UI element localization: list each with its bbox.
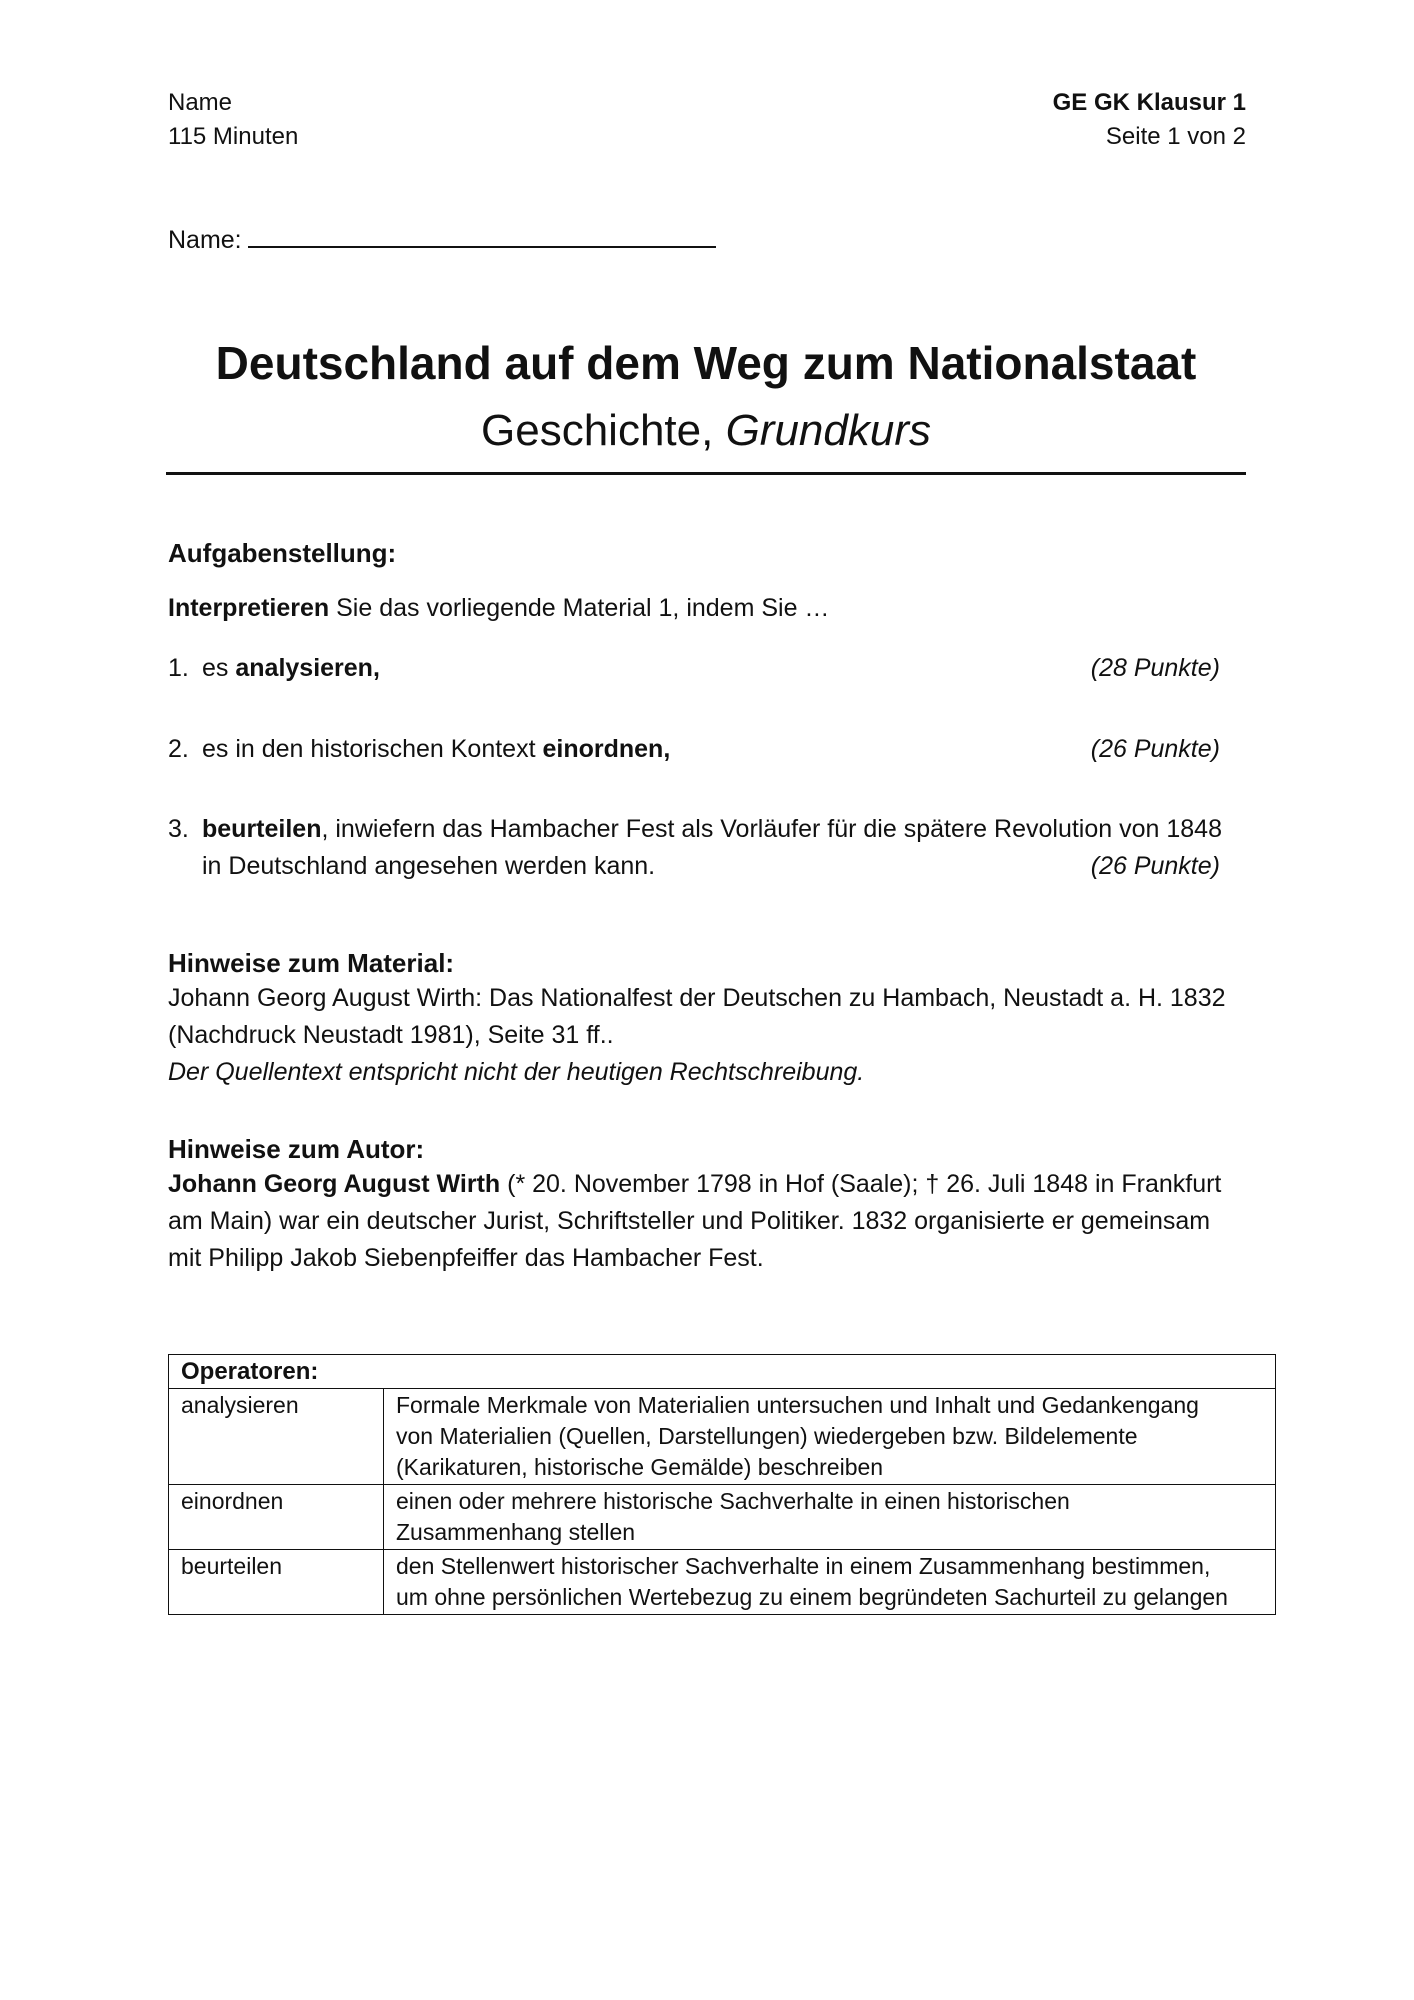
material-source-line1: Johann Georg August Wirth: Das Nationalfest der Deutschen zu Hambach, Neustadt a. H. 1832 xyxy=(168,984,1226,1012)
name-field-label: Name: xyxy=(168,226,242,254)
table-row xyxy=(169,1550,1276,1615)
name-field xyxy=(168,222,716,255)
subtitle-course: Grundkurs xyxy=(725,406,931,455)
material-text xyxy=(168,980,1248,1091)
task-3-points: (26 Punkte) xyxy=(1090,852,1220,880)
operators-header-row xyxy=(169,1355,1276,1389)
author-line3: mit Philipp Jakob Siebenpfeiffer das Hambacher Fest. xyxy=(168,1244,764,1272)
task-1-number: 1. xyxy=(168,654,189,682)
task-2-operator: einordnen, xyxy=(542,735,671,763)
task-1-operator: analysieren, xyxy=(235,654,380,682)
definition-line: den Stellenwert historischer Sachverhalte in einem Zusammenhang bestimmen, xyxy=(396,1553,1211,1579)
task-1 xyxy=(168,650,1240,687)
header-page-number: Seite 1 von 2 xyxy=(1105,123,1246,150)
operator-definition xyxy=(384,1389,1276,1485)
task-3-number: 3. xyxy=(168,815,189,843)
header-left xyxy=(168,86,298,154)
author-line1: (* 20. November 1798 in Hof (Saale); † 26. Juli 1848 in Frankfurt xyxy=(500,1170,1222,1198)
operator-term: beurteilen xyxy=(169,1550,384,1615)
task-2 xyxy=(168,731,1240,768)
header-right xyxy=(1053,86,1246,154)
page-subtitle xyxy=(166,406,1246,456)
name-field-blank-line[interactable] xyxy=(248,222,716,248)
task-3-text-line2: in Deutschland angesehen werden kann. xyxy=(202,852,656,880)
title-divider xyxy=(166,472,1246,475)
material-source-line2: (Nachdruck Neustadt 1981), Seite 31 ff.. xyxy=(168,1021,614,1049)
author-name: Johann Georg August Wirth xyxy=(168,1170,501,1198)
material-spelling-note: Der Quellentext entspricht nicht der heutigen Rechtschreibung. xyxy=(168,1058,865,1086)
assignment-intro xyxy=(168,590,1248,627)
operator-definition xyxy=(384,1550,1276,1615)
operators-table xyxy=(168,1354,1276,1615)
task-3-operator: beurteilen xyxy=(202,815,322,843)
assignment-heading: Aufgabenstellung: xyxy=(168,538,397,568)
header-duration: 115 Minuten xyxy=(168,123,299,150)
operator-definition xyxy=(384,1485,1276,1550)
author-heading: Hinweise zum Autor: xyxy=(168,1134,425,1164)
task-1-text-pre: es xyxy=(202,654,236,682)
operators-heading: Operatoren: xyxy=(169,1355,1276,1389)
assignment-intro-text: Sie das vorliegende Material 1, indem Sie … xyxy=(329,594,830,622)
task-2-text-pre: es in den historischen Kontext xyxy=(202,735,543,763)
definition-line: von Materialien (Quellen, Darstellungen) wiedergeben bzw. Bildelemente xyxy=(396,1423,1138,1449)
header-name-label: Name xyxy=(168,89,233,116)
definition-line: einen oder mehrere historische Sachverhalte in einen historischen xyxy=(396,1488,1070,1514)
header-exam-title: GE GK Klausur 1 xyxy=(1052,89,1246,116)
task-1-points: (28 Punkte) xyxy=(1090,654,1220,682)
definition-line: (Karikaturen, historische Gemälde) beschreiben xyxy=(396,1454,884,1480)
definition-line: Zusammenhang stellen xyxy=(396,1519,636,1545)
task-2-number: 2. xyxy=(168,735,189,763)
definition-line: Formale Merkmale von Materialien untersuchen und Inhalt und Gedankengang xyxy=(396,1392,1199,1418)
subtitle-subject: Geschichte, xyxy=(481,406,726,455)
table-row xyxy=(169,1389,1276,1485)
author-text xyxy=(168,1166,1248,1277)
task-3-text-post: , inwiefern das Hambacher Fest als Vorläufer für die spätere Revolution von 1848 xyxy=(321,815,1222,843)
author-line2: am Main) war ein deutscher Jurist, Schriftsteller und Politiker. 1832 organisierte er gemeinsam xyxy=(168,1207,1211,1235)
assignment-intro-operator: Interpretieren xyxy=(168,594,330,622)
table-row xyxy=(169,1485,1276,1550)
material-heading: Hinweise zum Material: xyxy=(168,948,455,978)
operator-term: einordnen xyxy=(169,1485,384,1550)
task-3 xyxy=(168,811,1240,885)
definition-line: um ohne persönlichen Wertebezug zu einem begründeten Sachurteil zu gelangen xyxy=(396,1584,1228,1610)
page-title: Deutschland auf dem Weg zum Nationalstaat xyxy=(215,337,1197,389)
operator-term: analysieren xyxy=(169,1389,384,1485)
task-2-points: (26 Punkte) xyxy=(1090,735,1220,763)
